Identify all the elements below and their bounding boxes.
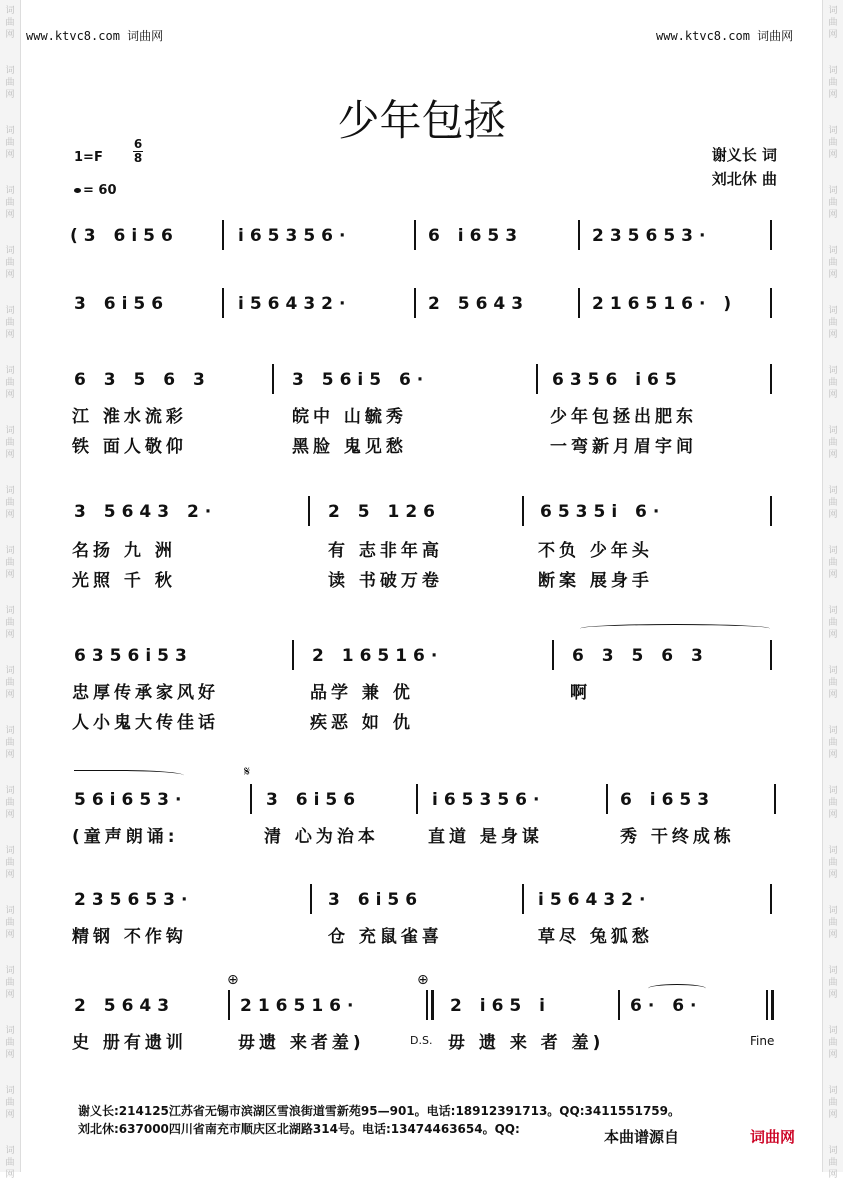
- watermark-text: 网: [5, 750, 15, 760]
- watermark-text: 词: [828, 726, 838, 736]
- measure: 2 i65 i: [450, 996, 551, 1016]
- watermark-text: 网: [828, 450, 838, 460]
- watermark-text: 词: [828, 906, 838, 916]
- watermark-text: 网: [5, 1110, 15, 1120]
- left-watermark-strip: [0, 0, 21, 1180]
- watermark-text: 词: [828, 486, 838, 496]
- slur: [74, 770, 184, 779]
- watermark-text: 词: [5, 606, 15, 616]
- score-line-3: [62, 370, 780, 390]
- measure: 3 56i5 6·: [292, 370, 430, 390]
- watermark-text: 曲: [5, 18, 15, 28]
- barline: [770, 288, 772, 318]
- watermark-text: 网: [828, 150, 838, 160]
- slur: [580, 624, 770, 633]
- quarter-note-icon: [74, 188, 81, 193]
- measure: 2 16516·: [312, 646, 444, 666]
- time-signature: [133, 138, 143, 165]
- watermark-text: 词: [5, 1026, 15, 1036]
- tempo-value: = 60: [83, 183, 117, 198]
- watermark-text: 网: [828, 270, 838, 280]
- barline: [770, 884, 772, 914]
- watermark-text: 词: [828, 666, 838, 676]
- watermark-text: 曲: [5, 618, 15, 628]
- watermark-text: 曲: [828, 798, 838, 808]
- barline: [272, 364, 274, 394]
- lyric-text: 草尽 兔狐愁: [538, 927, 653, 947]
- watermark-text: 网: [828, 930, 838, 940]
- barline: [552, 640, 554, 670]
- barline: [618, 990, 620, 1020]
- watermark-text: 曲: [5, 738, 15, 748]
- watermark-text: 词: [5, 1146, 15, 1156]
- watermark-text: 曲: [828, 978, 838, 988]
- measure: 6356 i65: [552, 370, 683, 390]
- measure: 2 5 126: [328, 502, 441, 522]
- watermark-text: 词: [828, 186, 838, 196]
- watermark-text: 词: [5, 666, 15, 676]
- watermark-text: 词: [828, 6, 838, 16]
- repeat-barline-thick: [431, 990, 434, 1020]
- watermark-text: 网: [828, 1050, 838, 1060]
- watermark-text: 曲: [828, 378, 838, 388]
- watermark-text: 词: [5, 786, 15, 796]
- watermark-text: 网: [5, 870, 15, 880]
- measure: i65356·: [432, 790, 546, 810]
- barline: [414, 220, 416, 250]
- lyric-text: 少年包拯出肥东: [550, 407, 697, 427]
- watermark-text: 曲: [5, 498, 15, 508]
- barline: [578, 220, 580, 250]
- barline: [222, 288, 224, 318]
- watermark-text: 网: [828, 510, 838, 520]
- watermark-text: 网: [828, 810, 838, 820]
- watermark-text: 网: [5, 1170, 15, 1180]
- barline: [228, 990, 230, 1020]
- watermark-text: 词: [5, 966, 15, 976]
- lyric-text: 疾恶 如 仇: [310, 713, 414, 733]
- watermark-text: 网: [5, 450, 15, 460]
- measure: 2 5643: [428, 294, 530, 314]
- watermark-text: 网: [5, 150, 15, 160]
- watermark-text: 曲: [828, 1038, 838, 1048]
- watermark-text: 网: [5, 690, 15, 700]
- measure: 216516·: [240, 996, 360, 1016]
- watermark-text: 网: [5, 90, 15, 100]
- measure: 6· 6·: [630, 996, 703, 1016]
- fine-mark: Fine: [750, 1034, 775, 1048]
- watermark-text: 曲: [828, 1098, 838, 1108]
- measure: 6 3 5 6 3: [572, 646, 709, 666]
- watermark-text: 词: [828, 1146, 838, 1156]
- lyric-text: 一弯新月眉宇间: [550, 437, 697, 457]
- measure: i56432·: [538, 890, 652, 910]
- watermark-text: 网: [5, 510, 15, 520]
- score-line-5: [62, 646, 780, 666]
- watermark-text: 网: [5, 570, 15, 580]
- watermark-text: 词: [5, 66, 15, 76]
- watermark-text: 词: [828, 846, 838, 856]
- barline: [578, 288, 580, 318]
- watermark-text: 词: [5, 306, 15, 316]
- watermark-text: 曲: [828, 318, 838, 328]
- lyric-text: 名扬 九 洲: [72, 541, 176, 561]
- watermark-text: 曲: [5, 1038, 15, 1048]
- score-line-6: [62, 790, 780, 810]
- watermark-text: 曲: [5, 918, 15, 928]
- watermark-text: 词: [5, 126, 15, 136]
- barline: [292, 640, 294, 670]
- watermark-text: 词: [828, 546, 838, 556]
- lyric-text: 人小鬼大传佳话: [72, 713, 219, 733]
- watermark-text: 网: [828, 210, 838, 220]
- watermark-text: 曲: [828, 438, 838, 448]
- watermark-text: 词: [5, 726, 15, 736]
- watermark-text: 曲: [828, 738, 838, 748]
- score-line-2: [62, 294, 780, 314]
- score-line-8: [62, 996, 780, 1016]
- watermark-text: 曲: [828, 858, 838, 868]
- watermark-text: 曲: [828, 918, 838, 928]
- measure: 6535i 6·: [540, 502, 666, 522]
- final-barline-thick: [771, 990, 774, 1020]
- watermark-text: 曲: [5, 198, 15, 208]
- lyric-text: 秀 干终成栋: [620, 827, 735, 847]
- watermark-text: 曲: [828, 198, 838, 208]
- watermark-text: 曲: [5, 438, 15, 448]
- watermark-text: 网: [828, 330, 838, 340]
- barline: [536, 364, 538, 394]
- watermark-text: 词: [5, 246, 15, 256]
- barline: [770, 496, 772, 526]
- watermark-text: 词: [5, 426, 15, 436]
- score-line-4: [62, 502, 780, 522]
- watermark-text: 词: [5, 6, 15, 16]
- lyric-text: 毋遗 来者羞): [238, 1033, 365, 1053]
- watermark-text: 词: [828, 366, 838, 376]
- repeat-barline: [426, 990, 428, 1020]
- measure: 3 6i56: [74, 294, 170, 314]
- measure: 6 3 5 6 3: [74, 370, 211, 390]
- key-signature: 1=F: [74, 150, 103, 165]
- lyric-text: 光照 千 秋: [72, 571, 176, 591]
- measure: 6 i653: [620, 790, 716, 810]
- watermark-text: 词: [828, 246, 838, 256]
- watermark-text: 网: [828, 690, 838, 700]
- watermark-text: 网: [828, 990, 838, 1000]
- lyricist-credit: 谢义长 词: [711, 146, 777, 164]
- watermark-text: 曲: [5, 798, 15, 808]
- watermark-text: 词: [5, 1086, 15, 1096]
- watermark-text: 词: [828, 786, 838, 796]
- watermark-text: 曲: [5, 678, 15, 688]
- lyric-text: 啊: [570, 683, 591, 703]
- lyric-text: 皖中 山毓秀: [292, 407, 407, 427]
- song-title: 少年包拯: [337, 96, 506, 145]
- watermark-text: 曲: [828, 498, 838, 508]
- score-line-7: [62, 890, 780, 910]
- watermark-text: 网: [5, 270, 15, 280]
- coda-icon: ⊕: [227, 972, 239, 988]
- barline: [770, 640, 772, 670]
- source-label: 本曲谱源自: [604, 1128, 680, 1146]
- watermark-text: 曲: [828, 1158, 838, 1168]
- barline: [310, 884, 312, 914]
- watermark-text: 网: [5, 330, 15, 340]
- watermark-text: 曲: [5, 1098, 15, 1108]
- watermark-text: 曲: [5, 318, 15, 328]
- watermark-text: 网: [828, 870, 838, 880]
- right-watermark-strip: [822, 0, 843, 1180]
- watermark-text: 曲: [5, 138, 15, 148]
- measure: 6356i53: [74, 646, 193, 666]
- coda-icon: ⊕: [417, 972, 429, 988]
- watermark-text: 曲: [828, 678, 838, 688]
- measure: 235653·: [74, 890, 194, 910]
- watermark-text: 词: [828, 966, 838, 976]
- watermark-text: 曲: [5, 978, 15, 988]
- watermark-text: 词: [828, 66, 838, 76]
- watermark-text: 网: [828, 90, 838, 100]
- barline: [606, 784, 608, 814]
- watermark-text: 词: [828, 606, 838, 616]
- watermark-text: 网: [5, 990, 15, 1000]
- barline: [770, 220, 772, 250]
- watermark-text: 词: [5, 546, 15, 556]
- time-top: 6: [133, 137, 143, 151]
- watermark-text: 词: [5, 366, 15, 376]
- lyric-text: (童声朗诵:: [72, 827, 179, 847]
- watermark-text: 曲: [828, 558, 838, 568]
- barline: [250, 784, 252, 814]
- watermark-text: 网: [5, 210, 15, 220]
- watermark-text: 网: [828, 1110, 838, 1120]
- lyric-text: 铁 面人敬仰: [72, 437, 187, 457]
- watermark-text: 词: [828, 1026, 838, 1036]
- watermark-text: 网: [828, 1170, 838, 1180]
- lyric-text: 仓 充鼠雀喜: [328, 927, 443, 947]
- watermark-text: 网: [828, 390, 838, 400]
- watermark-text: 曲: [5, 858, 15, 868]
- measure: 56i653·: [74, 790, 188, 810]
- score-line-1: [62, 226, 780, 246]
- dal-segno-mark: D.S.: [410, 1034, 433, 1047]
- lyric-text: 史 册有遗训: [72, 1033, 187, 1053]
- watermark-text: 曲: [5, 78, 15, 88]
- watermark-text: 曲: [828, 78, 838, 88]
- composer-credit: 刘北休 曲: [711, 170, 777, 188]
- lyric-text: 直道 是身谋: [428, 827, 543, 847]
- lyricist-contact: 谢义长:214125江苏省无锡市滨湖区雪浪街道雪新苑95—901。电话:18912391713。QQ:3411551759。: [78, 1104, 680, 1118]
- time-bottom: 8: [133, 151, 143, 165]
- lyric-text: 有 志非年高: [328, 541, 443, 561]
- lyric-text: 毋 遗 来 者 羞): [448, 1033, 605, 1053]
- watermark-text: 词: [828, 126, 838, 136]
- measure: i56432·: [238, 294, 352, 314]
- watermark-text: 词: [5, 486, 15, 496]
- measure: 235653·: [592, 226, 712, 246]
- watermark-text: 网: [5, 930, 15, 940]
- watermark-text: 词: [5, 186, 15, 196]
- barline: [222, 220, 224, 250]
- watermark-text: 网: [5, 1050, 15, 1060]
- lyric-text: 忠厚传承家风好: [72, 683, 219, 703]
- tempo-marking: [74, 183, 117, 198]
- watermark-text: 网: [5, 630, 15, 640]
- watermark-text: 曲: [5, 258, 15, 268]
- watermark-text: 网: [5, 30, 15, 40]
- watermark-text: 网: [5, 810, 15, 820]
- watermark-text: 曲: [828, 258, 838, 268]
- watermark-text: 词: [5, 906, 15, 916]
- measure: i65356·: [238, 226, 352, 246]
- lyric-text: 清 心为治本: [264, 827, 379, 847]
- lyric-text: 断案 展身手: [538, 571, 653, 591]
- measure: (3 6i56: [70, 226, 179, 246]
- watermark-text: 曲: [5, 378, 15, 388]
- composer-contact: 刘北休:637000四川省南充市顺庆区北湖路314号。电话:13474463654。QQ:: [78, 1122, 520, 1136]
- final-barline: [766, 990, 768, 1020]
- barline: [770, 364, 772, 394]
- barline: [522, 884, 524, 914]
- watermark-text: 词: [828, 1086, 838, 1096]
- watermark-text: 网: [828, 570, 838, 580]
- barline: [414, 288, 416, 318]
- tie: [648, 984, 706, 993]
- watermark-text: 曲: [828, 138, 838, 148]
- lyric-text: 精钢 不作钩: [72, 927, 187, 947]
- measure: 6 i653: [428, 226, 524, 246]
- watermark-text: 曲: [828, 18, 838, 28]
- measure: 2 5643: [74, 996, 176, 1016]
- watermark-text: 曲: [5, 1158, 15, 1168]
- lyric-text: 品学 兼 优: [310, 683, 414, 703]
- watermark-text: 词: [828, 306, 838, 316]
- watermark-text: 网: [828, 630, 838, 640]
- measure: 3 5643 2·: [74, 502, 218, 522]
- measure: 3 6i56: [266, 790, 362, 810]
- lyric-text: 读 书破万卷: [328, 571, 443, 591]
- lyric-text: 黑脸 鬼见愁: [292, 437, 407, 457]
- barline: [522, 496, 524, 526]
- lyric-text: 不负 少年头: [538, 541, 653, 561]
- watermark-text: 网: [828, 750, 838, 760]
- site-url-left[interactable]: www.ktvc8.com 词曲网: [26, 29, 164, 43]
- lyric-text: 江 淮水流彩: [72, 407, 187, 427]
- barline: [774, 784, 776, 814]
- barline: [308, 496, 310, 526]
- watermark-text: 网: [5, 390, 15, 400]
- segno-icon: 𝄋: [244, 764, 251, 780]
- site-url-right[interactable]: www.ktvc8.com 词曲网: [656, 29, 794, 43]
- watermark-text: 网: [828, 30, 838, 40]
- brand-logo[interactable]: 词曲网: [750, 1128, 796, 1146]
- watermark-text: 曲: [5, 558, 15, 568]
- measure: 3 6i56: [328, 890, 424, 910]
- watermark-text: 词: [5, 846, 15, 856]
- watermark-text: 词: [828, 426, 838, 436]
- measure: 216516· ): [592, 294, 738, 314]
- watermark-text: 曲: [828, 618, 838, 628]
- barline: [416, 784, 418, 814]
